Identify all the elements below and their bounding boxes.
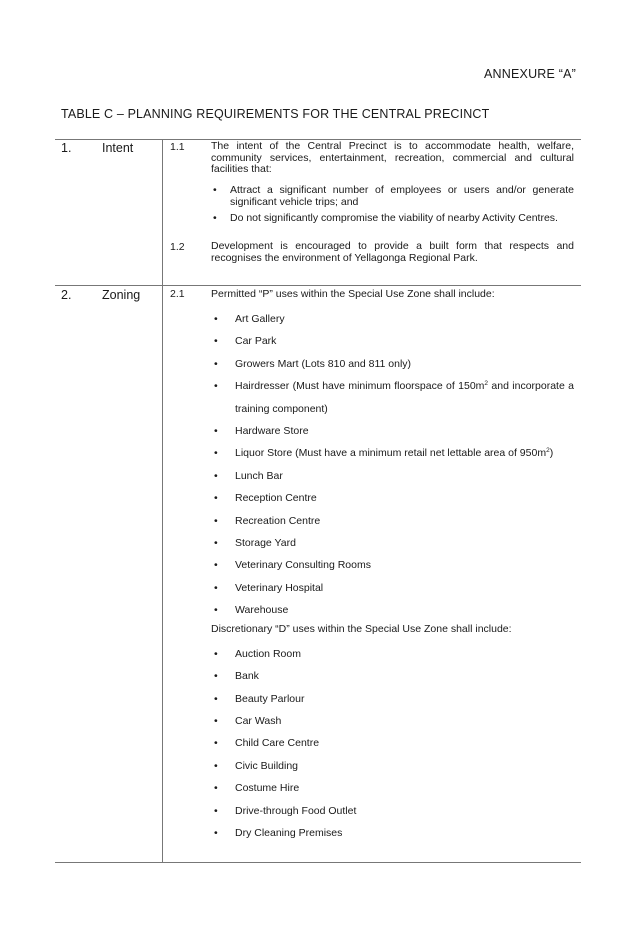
list-item [211, 308, 574, 330]
bullet-marker: • [214, 537, 218, 550]
bullet-marker: • [214, 826, 218, 839]
use-name: Recreation Centre [235, 514, 321, 527]
list-item [211, 442, 574, 464]
use-name-cont: and incorporate a training component) [235, 380, 574, 415]
use-name: Beauty Parlour [235, 692, 305, 705]
clause-2-1-number: 2.1 [170, 288, 185, 300]
use-name: Auction Room [235, 647, 301, 660]
list-item [211, 822, 574, 844]
use-name: Storage Yard [235, 537, 296, 550]
row-intent-heading: Intent [102, 141, 134, 155]
bullet-marker: • [214, 514, 218, 527]
permitted-uses-list [211, 308, 574, 622]
bullet-marker: • [214, 737, 218, 750]
use-name: Hardware Store [235, 425, 309, 438]
row-zoning-number: 2. [61, 288, 72, 302]
list-item [211, 800, 574, 822]
use-name: Growers Mart (Lots 810 and 811 only) [235, 357, 412, 370]
bullet-marker: • [214, 380, 218, 393]
intent-bullet-text: Do not significantly compromise the viability of nearby Activity Centres. [230, 212, 558, 224]
superscript: 2 [546, 447, 550, 455]
use-name: Lunch Bar [235, 469, 283, 482]
use-name: Car Wash [235, 714, 282, 727]
bullet-marker: • [214, 692, 218, 705]
list-item [211, 755, 574, 777]
bullet-marker: • [214, 581, 218, 594]
table-row-divider [55, 285, 581, 286]
use-name: Child Care Centre [235, 737, 320, 750]
use-name: Bank [235, 670, 259, 683]
list-item [211, 510, 574, 532]
use-name: Warehouse [235, 604, 289, 617]
bullet-marker: • [214, 469, 218, 482]
use-name-cont: ) [549, 447, 554, 460]
list-item [211, 353, 574, 375]
annexure-label: ANNEXURE “A” [484, 67, 576, 81]
use-name: Car Park [235, 335, 277, 348]
list-item [211, 577, 574, 599]
use-name: Reception Centre [235, 492, 317, 505]
list-item [211, 643, 574, 665]
list-item [211, 465, 574, 487]
list-item [211, 732, 574, 754]
list-item [211, 777, 574, 799]
bullet-marker: • [214, 357, 218, 370]
bullet-marker: • [213, 184, 217, 196]
use-name: Dry Cleaning Premises [235, 826, 343, 839]
clause-1-1-number: 1.1 [170, 141, 185, 153]
list-item [211, 688, 574, 710]
intent-bullet-text: Attract a significant number of employees or users and/or generate significant vehicle trips; and [230, 184, 574, 208]
use-name: Drive-through Food Outlet [235, 804, 357, 817]
discretionary-uses-list [211, 643, 574, 845]
list-item [211, 710, 574, 732]
row-intent-number: 1. [61, 141, 72, 155]
bullet-marker: • [214, 647, 218, 660]
list-item [211, 330, 574, 352]
discretionary-uses-intro: Discretionary “D” uses within the Special Use Zone shall include: [211, 622, 512, 635]
table-bottom-rule [55, 862, 581, 863]
use-name: Hairdresser (Must have minimum floorspace of 150m [235, 380, 485, 393]
bullet-marker: • [214, 425, 218, 438]
list-item [211, 420, 574, 442]
use-name: Veterinary Consulting Rooms [235, 559, 371, 572]
column-divider [162, 139, 163, 862]
bullet-marker: • [214, 492, 218, 505]
bullet-marker: • [214, 604, 218, 617]
bullet-marker: • [214, 804, 218, 817]
list-item [211, 487, 574, 509]
use-name: Costume Hire [235, 782, 300, 795]
bullet-marker: • [214, 447, 218, 460]
zoning-uses [211, 288, 574, 844]
list-item [211, 599, 574, 621]
table-title: TABLE C – PLANNING REQUIREMENTS FOR THE CENTRAL PRECINCT [61, 107, 490, 121]
list-item [211, 532, 574, 554]
clause-1-2-text: Development is encouraged to provide a built form that respects and recognises the environment of Yellagonga Regional Park. [211, 240, 574, 264]
bullet-marker: • [214, 782, 218, 795]
bullet-marker: • [213, 212, 217, 224]
intent-bullet-2 [211, 213, 574, 225]
clause-1-2-number: 1.2 [170, 241, 185, 253]
bullet-marker: • [214, 670, 218, 683]
superscript: 2 [484, 380, 489, 388]
use-name: Liquor Store (Must have a minimum retail net lettable area of 950m [235, 447, 547, 460]
bullet-marker: • [214, 559, 218, 572]
bullet-marker: • [214, 313, 218, 325]
intent-bullet-1 [211, 185, 574, 208]
list-item [211, 554, 574, 576]
list-item [211, 375, 574, 420]
use-name: Veterinary Hospital [235, 581, 324, 594]
list-item [211, 665, 574, 687]
bullet-marker: • [214, 759, 218, 772]
clause-1-1-text: The intent of the Central Precinct is to accommodate health, welfare, community services, entertainment, recreation, commercial and cultural facilities that: [211, 140, 574, 176]
use-name: Art Gallery [235, 313, 285, 325]
bullet-marker: • [214, 335, 218, 348]
use-name: Civic Building [235, 759, 299, 772]
permitted-uses-intro: Permitted “P” uses within the Special Use Zone shall include: [211, 288, 495, 300]
row-zoning-heading: Zoning [102, 288, 141, 302]
bullet-marker: • [214, 714, 218, 727]
